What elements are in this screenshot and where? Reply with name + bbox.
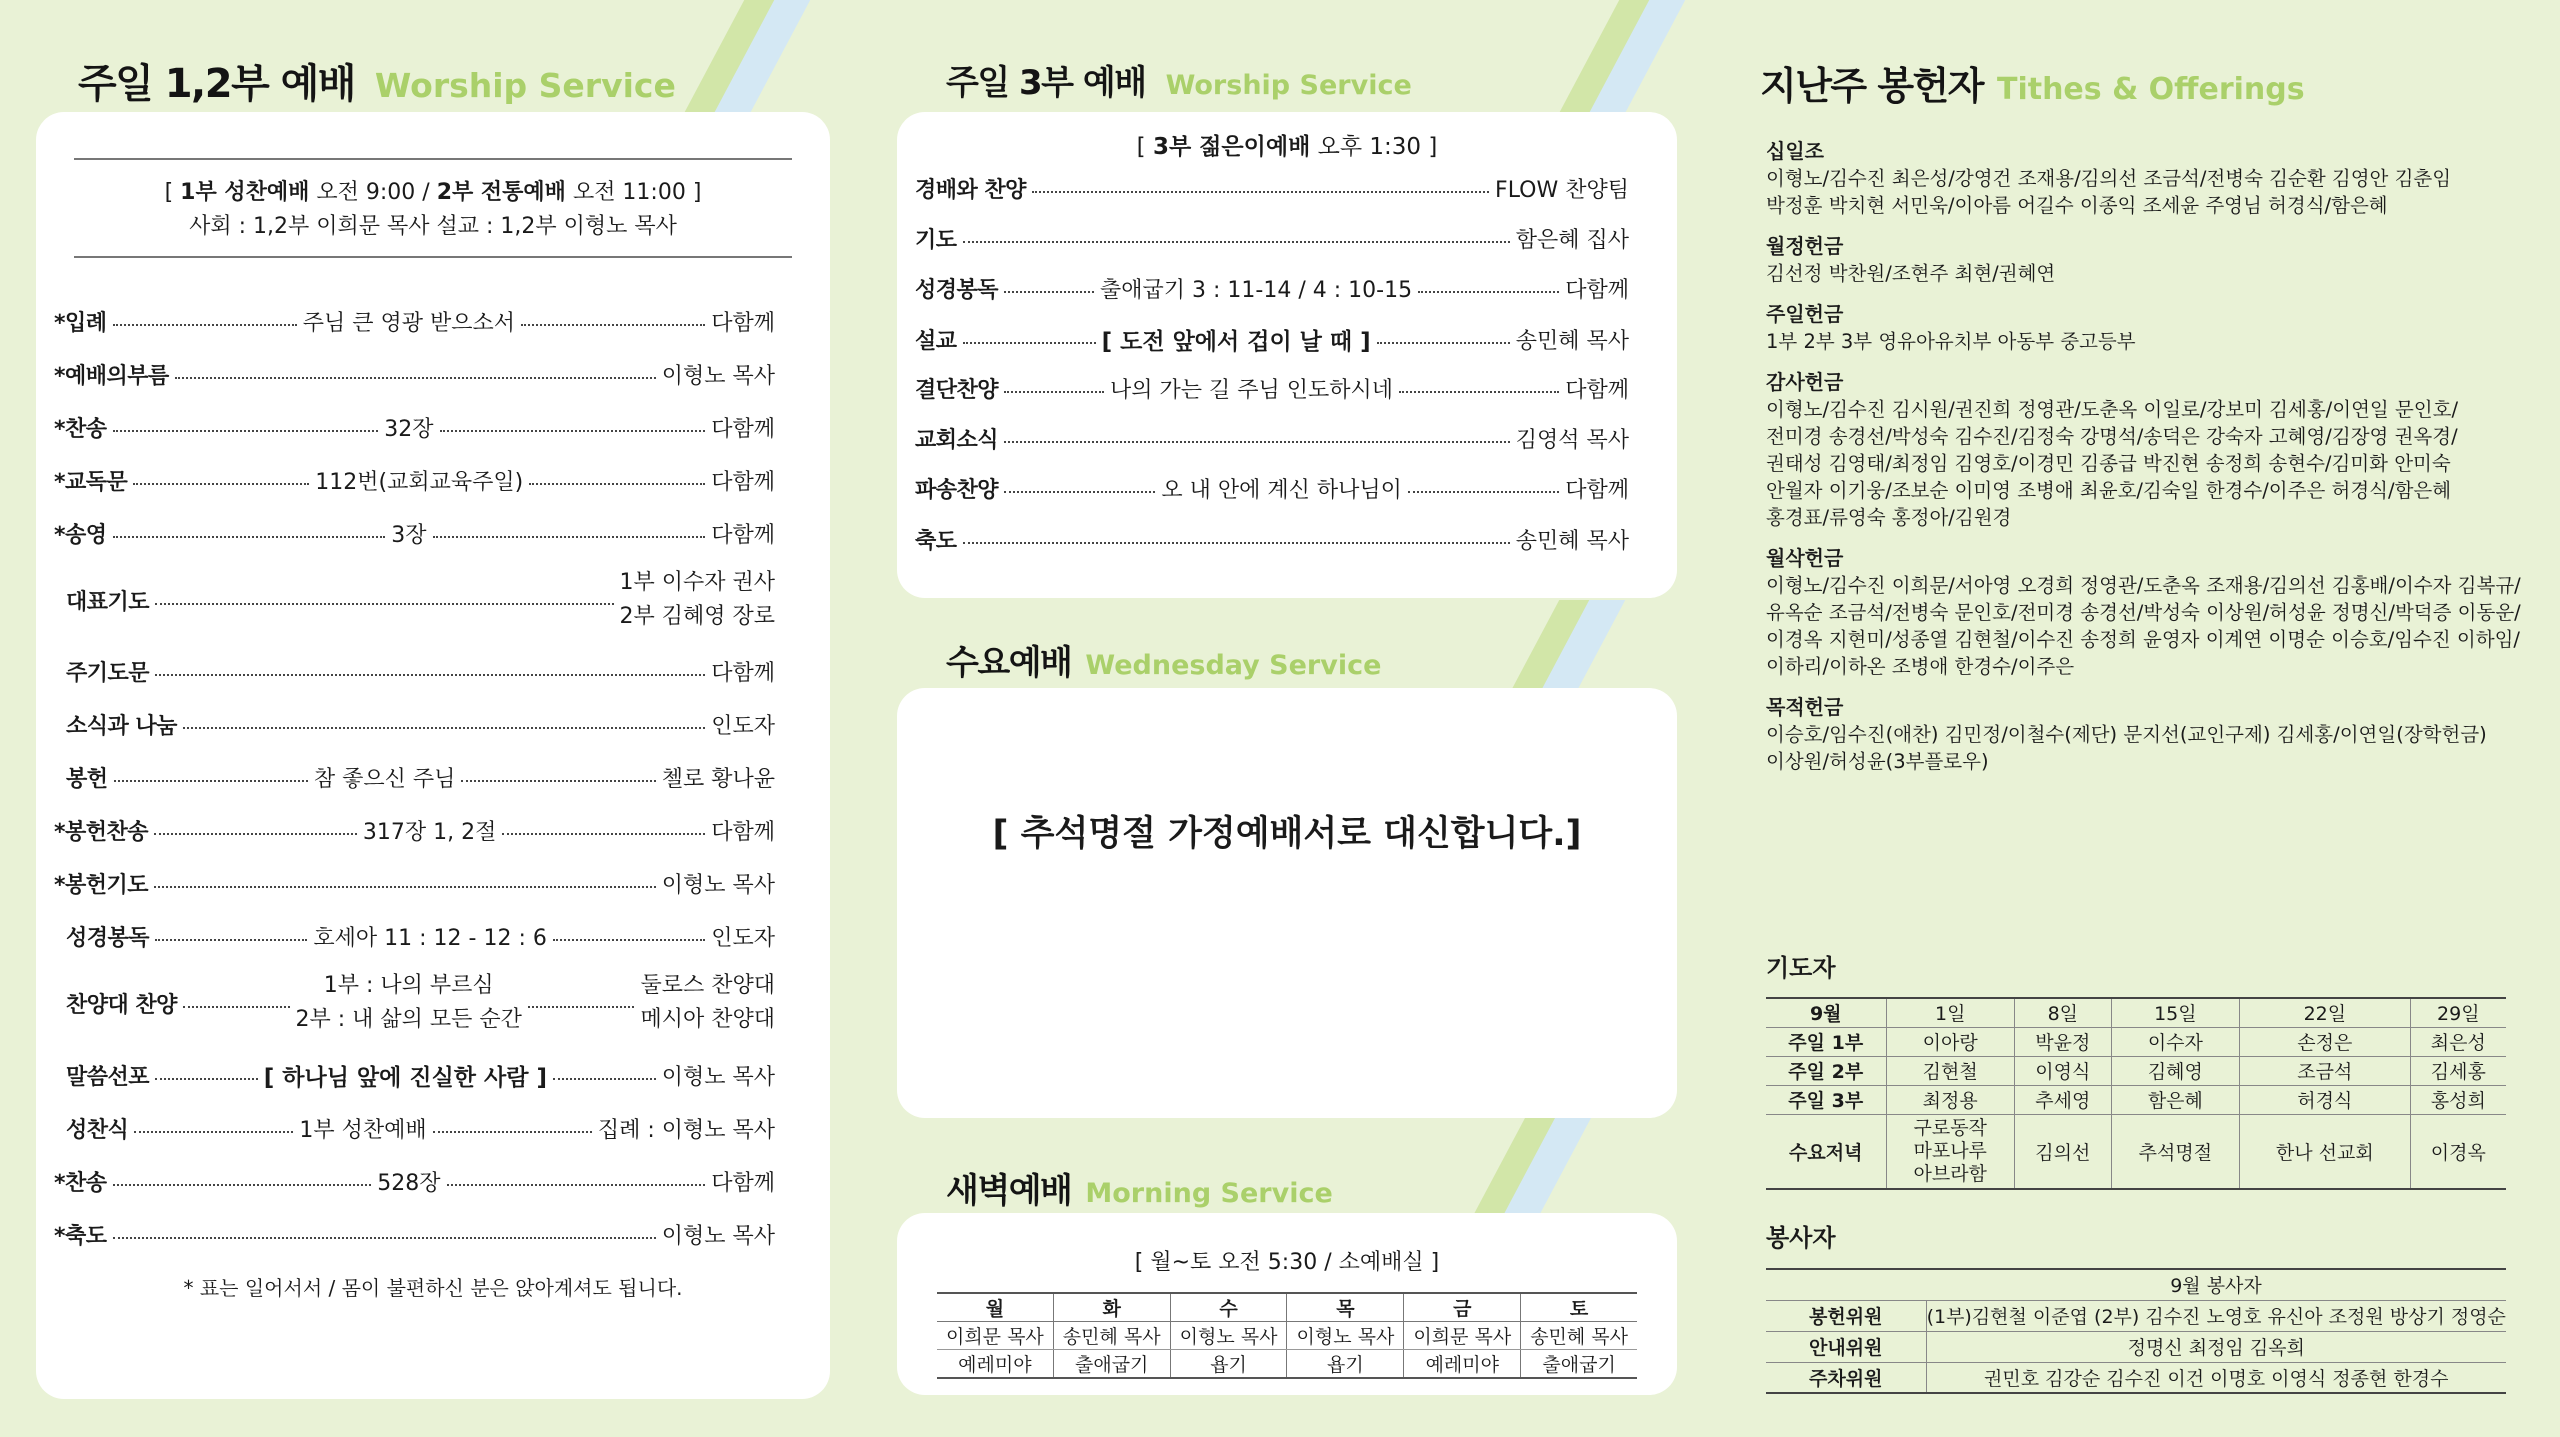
morning-books-row: 예레미야 출애굽기 욥기 욥기 예레미야 출애굽기: [937, 1350, 1637, 1379]
service-times: [ 1부 성찬예배 오전 9:00 / 2부 전통예배 오전 11:00 ]: [164, 180, 702, 205]
offering-section-title: 월정헌금: [1766, 234, 1844, 258]
offerings-list: 십일조 이형노/김수진 최은성/강영건 조재용/김의선 조금석/전병숙 김순환 김영안 김춘임 박정훈 박치현 서민욱/이아름 어길수 이종익 조세윤 주영님 허경식/함은혜 월정헌금 김선정 박찬원/조현주 최현/권혜연 주일헌금 1부 2부 3부 영유아유치부 아동부 중고등부 감사헌금 이형노/김수진 김시원/권진희 정영관/도춘옥 이일로/강보미 김세홍/이연일 문인호/ 전미경 송경선/박성숙 김수진/김정숙 강명석/송덕은 강숙자 고혜영/김장영 권옥경/ 권태성 김영태/최정임 김영호/이경민 김종급 박진현 송정희 송현수/김미화 안미숙 안월자 이기웅/조보순 이미영 조병애 최윤호/김숙일 한경수/이주은 허경식/함은혜 홍경표/류영숙 홍정아/김원경 월삭헌금 이형노/김수진 이희문/서아영 오경희 정영관/도춘옥 조재용/김의선 김홍배/이수자 김복규/ 유옥순 조금석/전병숙 문인호/전미경 송경선/박성숙 이상원/허성윤 정명신/박덕증 이동운/ 이경옥 지현미/성종열 김현철/이수진 송정희 윤영자 이계연 이명순 이승호/임수진 이하임/ 이하리/이하온 조병애 한경수/이주은 목적헌금 이승호/임수진(애찬) 김민정/이철수(제단) 문지선(교인구제) 김세홍/이연일(장학헌금) 이상원/허성윤(3부플로우): [1766, 138, 2546, 775]
offering-section-title: 주일헌금: [1766, 302, 1844, 326]
prayer-row: 주일 1부 이아랑 박윤정 이수자 손정은 최은성: [1766, 1027, 2506, 1056]
morning-preachers-row: 이희문 목사 송민혜 목사 이형노 목사 이형노 목사 이희문 목사 송민혜 목사: [937, 1322, 1637, 1350]
program-row: *교독문 112번(교회교육주일) 다함께: [54, 469, 776, 495]
program-row: 대표기도 1부 이수자 권사 2부 김혜영 장로: [66, 570, 775, 629]
sunday3-title-en: Worship Service: [1165, 70, 1412, 101]
morning-heading: [946, 1163, 1333, 1212]
prayer-row: 수요저녁 구로동작 마포나루 아브라함 김의선 추석명절 한나 선교회 이경옥: [1766, 1114, 2506, 1189]
morning-header: [ 월~토 오전 5:30 / 소예배실 ]: [1134, 1250, 1440, 1275]
morning-title: 새벽예배: [946, 1171, 1072, 1211]
program-row: 봉헌 참 좋으신 주님 첼로 황나윤: [66, 766, 775, 792]
offering-section-title: 십일조: [1766, 139, 1824, 163]
program-row: 말씀선포 [ 하나님 앞에 진실한 사람 ] 이형노 목사: [66, 1064, 775, 1091]
program-row: 주기도문 다함께: [66, 660, 775, 686]
prayer-header-row: 9월 1일 8일 15일 22일 29일: [1766, 998, 2506, 1027]
program-row: 설교 [ 도전 앞에서 겁이 날 때 ] 송민혜 목사: [915, 328, 1629, 355]
sunday3-title: 주일 3부 예배: [946, 63, 1146, 103]
service-leaders: 사회 : 1,2부 이희문 목사 설교 : 1,2부 이형노 목사: [189, 214, 677, 239]
morning-table: [937, 1292, 1637, 1379]
service2-time: 오전 11:00: [572, 180, 686, 205]
program-row: *봉헌찬송 317장 1, 2절 다함께: [54, 819, 776, 845]
program-row: *찬송 32장 다함께: [54, 416, 775, 442]
service1-name: 1부 성찬예배: [180, 180, 310, 205]
program-row: *찬송 528장 다함께: [54, 1170, 775, 1196]
offering-section-title: 월삭헌금: [1766, 546, 1844, 570]
offerings-title-en: Tithes & Offerings: [1996, 72, 2305, 107]
sunday12-title-en: Worship Service: [374, 66, 676, 105]
volunteer-row: 주차위원 권민호 김강순 김수진 이건 이명호 이영식 정종현 한경수: [1766, 1362, 2506, 1393]
program-row: 교회소식 김영석 목사: [915, 427, 1629, 453]
program-row: *축도 이형노 목사: [54, 1223, 775, 1249]
sunday12-title: 주일 1,2부 예배: [78, 61, 355, 107]
morning-days-row: 월 화 수 목 금 토: [937, 1293, 1637, 1322]
wednesday-title-en: Wednesday Service: [1085, 650, 1382, 681]
program-row: 성경봉독 출애굽기 3 : 11-14 / 4 : 10-15 다함께: [915, 277, 1629, 303]
wednesday-title: 수요예배: [946, 643, 1072, 683]
sunday3-header: [ 3부 젊은이예배 오후 1:30 ]: [1136, 134, 1438, 160]
service1-time: 오전 9:00: [316, 180, 416, 205]
sunday3-heading: [946, 55, 1412, 104]
program-row: *입례 주님 큰 영광 받으소서 다함께: [54, 310, 775, 336]
sunday3-service-name: 3부 젊은이예배: [1152, 134, 1311, 160]
program-row: 찬양대 찬양 1부 : 나의 부르심 2부 : 내 삶의 모든 순간 둘로스 찬양대 메시아 찬양대: [66, 973, 775, 1032]
offerings-heading: [1760, 55, 2305, 110]
volunteer-row: 안내위원 정명신 최정임 김옥희: [1766, 1331, 2506, 1362]
offering-section-title: 감사헌금: [1766, 370, 1844, 394]
volunteers-header-row: 9월 봉사자: [1766, 1269, 2506, 1300]
volunteers-title: 봉사자: [1766, 1224, 1836, 1252]
prayer-row: 주일 2부 김현철 이영식 김혜영 조금석 김세홍: [1766, 1056, 2506, 1085]
sunday12-info-box: [74, 158, 792, 258]
program-row: *예배의부름 이형노 목사: [54, 363, 775, 389]
volunteer-row: 봉헌위원 (1부)김현철 이준엽 (2부) 김수진 노영호 유신아 조정원 방상기 정영순: [1766, 1300, 2506, 1331]
offerings-title: 지난주 봉헌자: [1760, 64, 1983, 108]
sunday3-service-time: 오후 1:30: [1317, 134, 1422, 160]
prayer-table: [1766, 997, 2506, 1190]
program-row: 축도 송민혜 목사: [915, 528, 1629, 554]
offering-section-title: 목적헌금: [1766, 695, 1844, 719]
program-row: 경배와 찬양 FLOW 찬양팀: [915, 177, 1629, 203]
program-row: 결단찬양 나의 가는 길 주님 인도하시네 다함께: [915, 377, 1629, 403]
program-row: *봉헌기도 이형노 목사: [54, 872, 775, 898]
morning-title-en: Morning Service: [1085, 1178, 1333, 1209]
program-row: 성경봉독 호세아 11 : 12 - 12 : 6 인도자: [66, 925, 776, 951]
wednesday-card: [897, 688, 1677, 1118]
wednesday-heading: [946, 635, 1381, 684]
morning-card: [897, 1213, 1677, 1395]
standing-note: * 표는 일어서서 / 몸이 불편하신 분은 앉아계셔도 됩니다.: [183, 1276, 683, 1300]
program-row: 파송찬양 오 내 안에 계신 하나님이 다함께: [915, 477, 1629, 503]
program-row: *송영 3장 다함께: [54, 522, 775, 548]
prayer-title: 기도자: [1766, 954, 1836, 982]
program-row: 기도 함은혜 집사: [915, 227, 1629, 253]
volunteers-table: [1766, 1268, 2506, 1394]
prayer-row: 주일 3부 최정용 추세영 함은혜 허경식 홍성희: [1766, 1085, 2506, 1114]
wednesday-message: [ 추석명절 가정예배서로 대신합니다.]: [992, 814, 1582, 854]
sunday3-card: [897, 112, 1677, 598]
service2-name: 2부 전통예배: [436, 180, 566, 205]
program-row: 소식과 나눔 인도자: [66, 713, 775, 739]
program-row: 성찬식 1부 성찬예배 집례 : 이형노 목사: [66, 1117, 775, 1143]
sunday12-card: [36, 112, 830, 1399]
sunday12-heading: [78, 52, 676, 109]
